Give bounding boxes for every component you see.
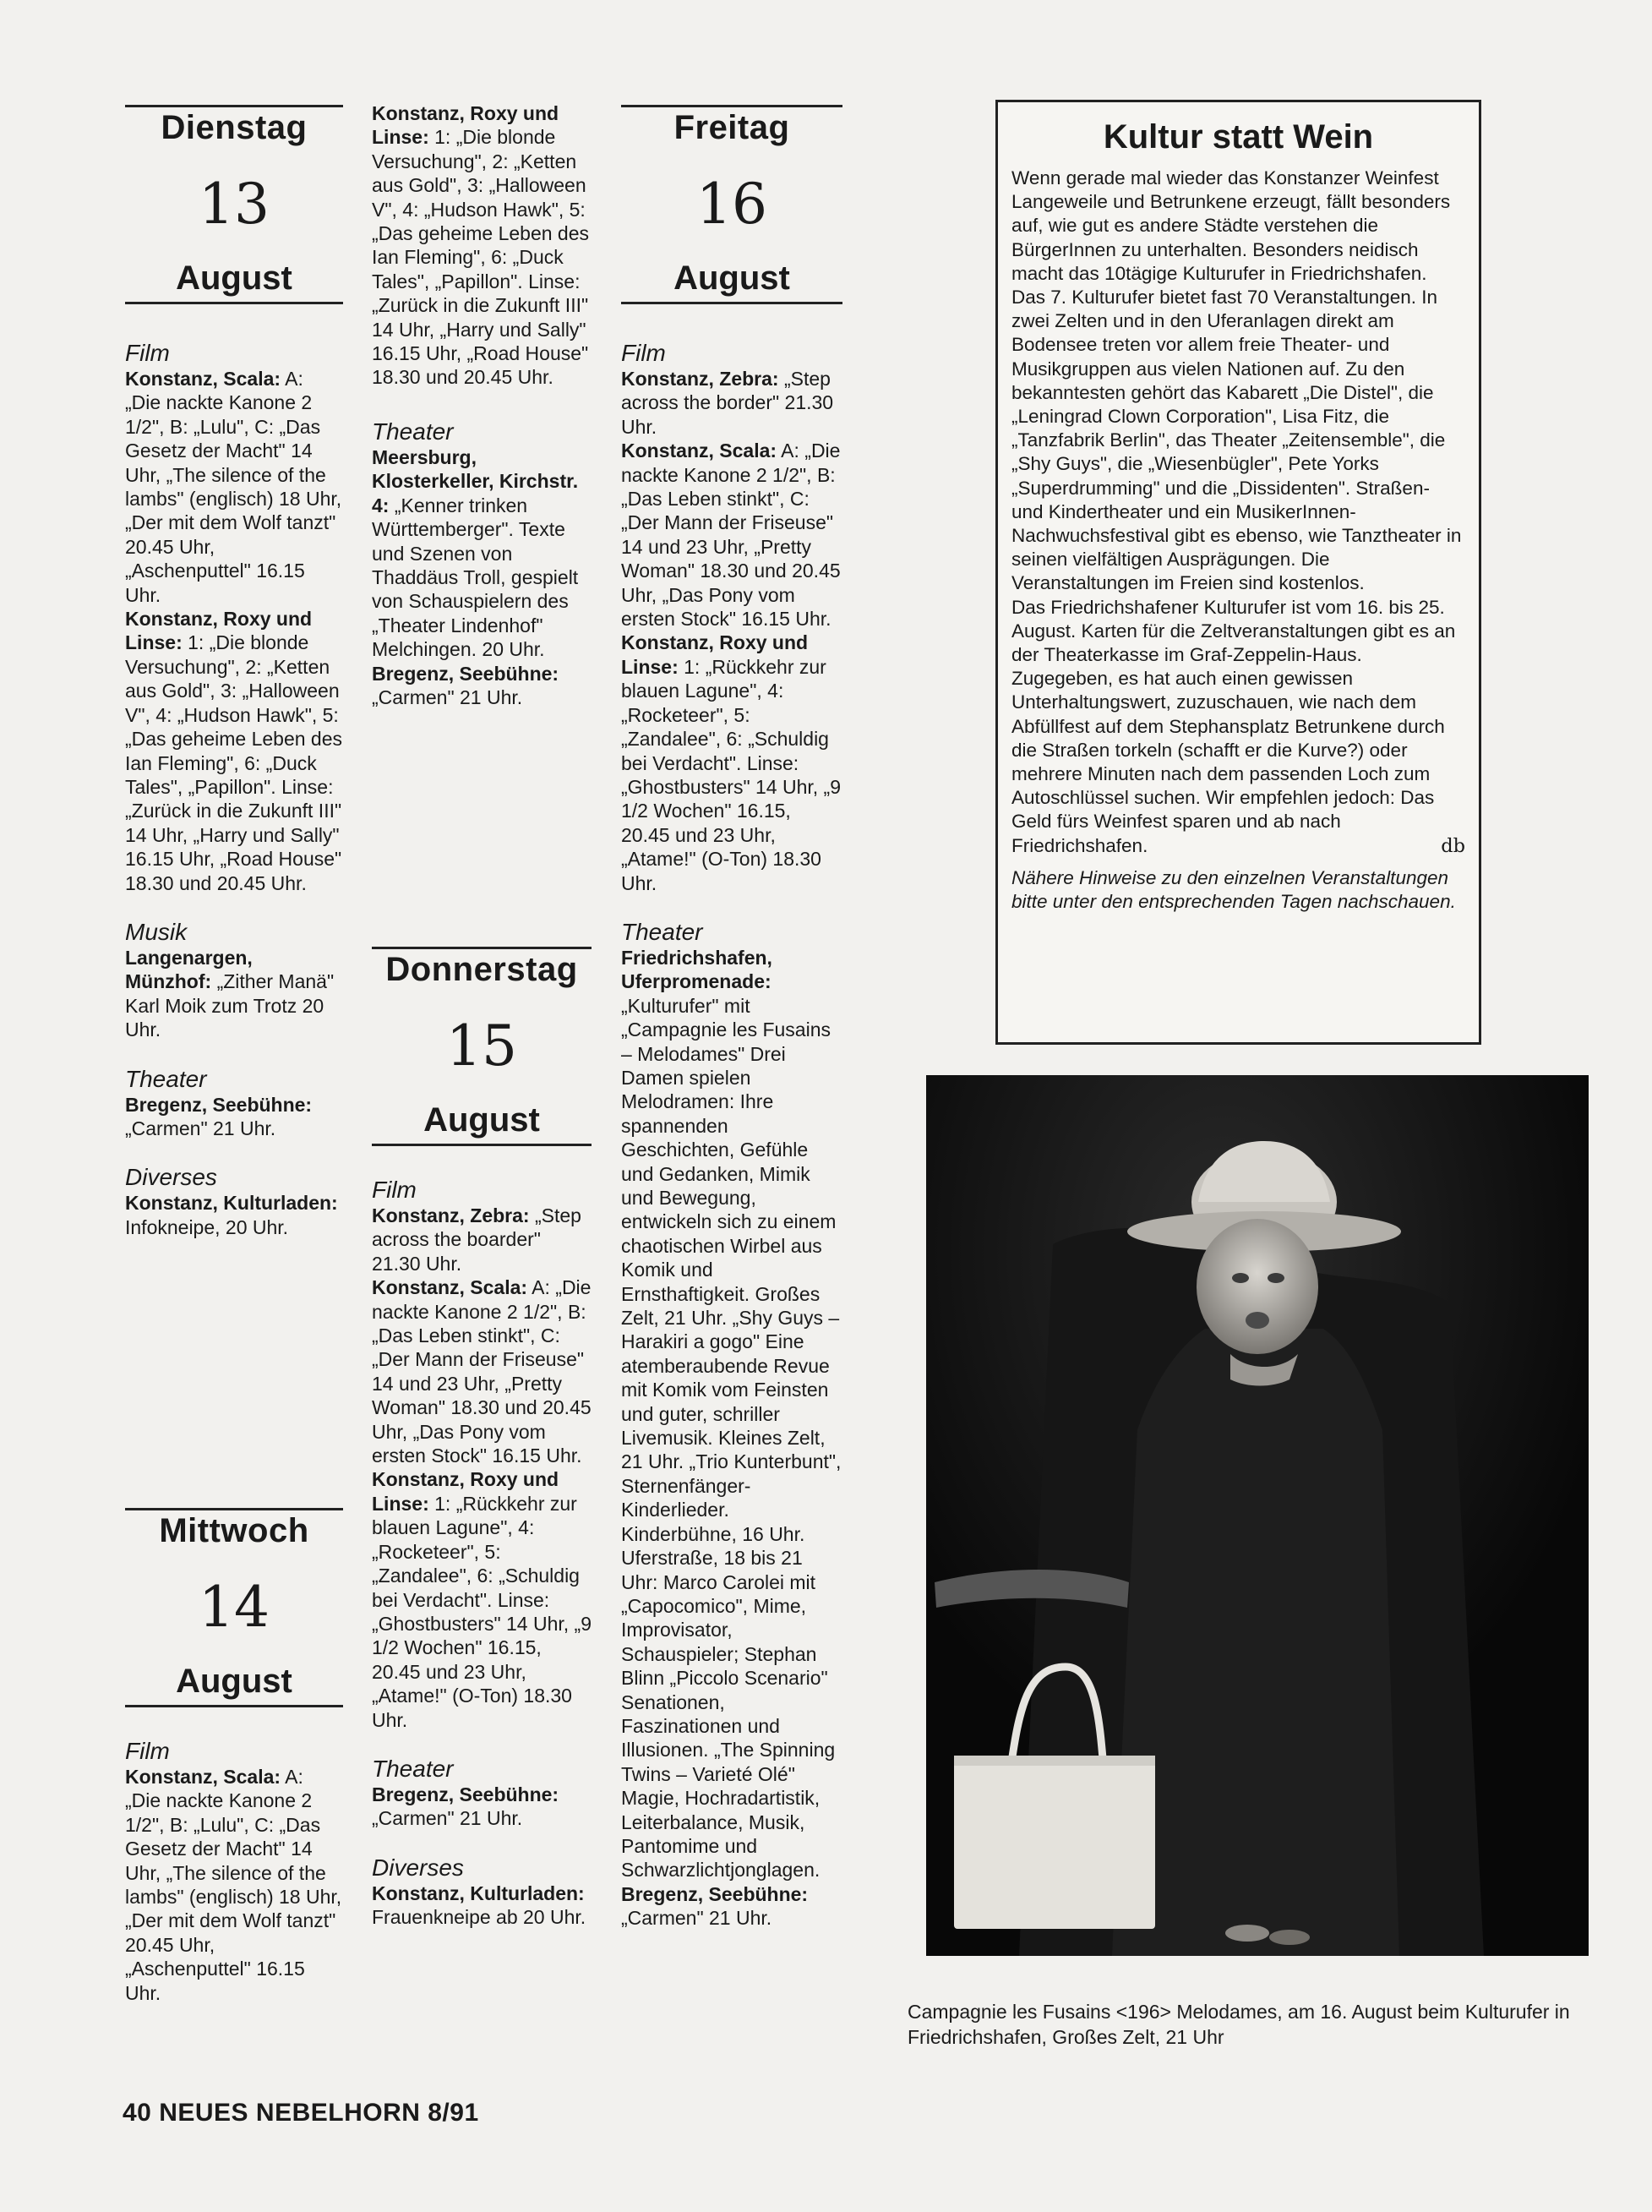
listing-text: A: „Die nackte Kanone 2 1/2", B: „Das Leben stinkt", C: „Der Mann der Friseuse" 14 und 23 Uhr, „Pretty Woman" 18.30 und 20.45 Uhr, „Das Pony vom ersten Stock" 16.15 Uhr. bbox=[372, 1276, 592, 1467]
listing-text: A: „Die nackte Kanone 2 1/2", B: „Lulu", C: „Das Gesetz der Macht" 14 Uhr, „The silence of the lambs" (englisch) 18 Uhr, „Der mit dem Wolf tanzt" 20.45 Uhr, „Aschenputtel" 16.15 Uhr. bbox=[125, 368, 342, 606]
listing-text: „Carmen" 21 Uhr. bbox=[372, 1807, 523, 1830]
listing-entry bbox=[372, 101, 592, 390]
category-film: Film bbox=[125, 340, 170, 366]
listing-entry bbox=[125, 946, 343, 1042]
day-number: 14 bbox=[199, 1575, 270, 1640]
category-theater: Theater bbox=[125, 1065, 207, 1092]
listing-text: „Carmen" 21 Uhr. bbox=[125, 1117, 276, 1139]
listing-entry bbox=[621, 439, 842, 631]
photo-illustration bbox=[926, 1075, 1589, 1956]
listing-entry bbox=[621, 367, 842, 439]
day-number: 15 bbox=[446, 1013, 517, 1079]
listing-entry bbox=[125, 1093, 343, 1141]
venue: Konstanz, Scala: bbox=[125, 368, 281, 390]
listing-text: A: „Die nackte Kanone 2 1/2", B: „Lulu", C: „Das Gesetz der Macht" 14 Uhr, „The silence of the lambs" (englisch) 18 Uhr, „Der mit dem Wolf tanzt" 20.45 Uhr, „Aschenputtel" 16.15 Uhr. bbox=[125, 1766, 342, 2004]
listing-entry bbox=[621, 1882, 842, 1931]
category-diverses: Diverses bbox=[125, 1164, 217, 1191]
listing-text: Infokneipe, 20 Uhr. bbox=[125, 1215, 289, 1238]
performer-photo bbox=[926, 1075, 1589, 1956]
listing-text: „Kenner trinken Württemberger". Texte und Szenen von Thaddäus Troll, gespielt von Schauspielern des „Theater Lindenhof" Melchingen. 20 Uhr. bbox=[372, 494, 579, 661]
article-hint: Nähere Hinweise zu den einzelnen Veranstaltungen bitte unter den entsprechenden Tagen nachschauen. bbox=[1011, 866, 1456, 913]
day-header-mittwoch bbox=[125, 1508, 343, 1707]
column-3 bbox=[621, 105, 842, 1931]
listing-entry bbox=[125, 1765, 343, 2005]
category-theater: Theater bbox=[621, 918, 703, 945]
category-diverses: Diverses bbox=[372, 1854, 464, 1881]
month-name: August bbox=[125, 258, 343, 304]
venue: Konstanz, Roxy und Linse: bbox=[372, 1468, 559, 1515]
day-number: 16 bbox=[696, 172, 767, 237]
venue: Konstanz, Kulturladen: bbox=[372, 1882, 585, 1904]
venue: Bregenz, Seebühne: bbox=[372, 662, 559, 685]
photo-caption: Campagnie les Fusains <196> Melodames, am 16. August beim Kulturufer in Friedrichshafen, Großes Zelt, 21 Uhr bbox=[908, 2001, 1570, 2048]
listing-text: Frauenkneipe ab 20 Uhr. bbox=[372, 1906, 586, 1929]
month-name: August bbox=[372, 1100, 592, 1146]
page-footer: 40 NEUES NEBELHORN 8/91 bbox=[123, 2099, 479, 2127]
venue: Bregenz, Seebühne: bbox=[621, 1882, 809, 1905]
day-name: Freitag bbox=[673, 109, 790, 146]
day-header-freitag bbox=[621, 105, 842, 304]
venue: Bregenz, Seebühne: bbox=[372, 1783, 559, 1805]
venue: Friedrichshafen, Uferpromenade: bbox=[621, 946, 772, 993]
article-paragraph-text: Zugegeben, es hat auch einen gewissen Unterhaltungswert, zuzuschauen, wie nach dem Abfüllfest auf dem Stephansplatz Betrunkene durch die Straßen torkeln (schafft er die Kurve?) oder mehrere Minuten nach dem passenden Loch zum Autoschlüssel suchen. Wir empfehlen jedoch: Das Geld fürs Weinfest sparen und ab nach Friedrichshafen. bbox=[1011, 668, 1445, 856]
venue: Langenargen, Münzhof: bbox=[125, 946, 253, 993]
listing-entry bbox=[372, 1467, 592, 1731]
listing-text: „Carmen" 21 Uhr. bbox=[372, 685, 523, 708]
venue: Konstanz, Scala: bbox=[125, 1766, 281, 1788]
venue: Konstanz, Zebra: bbox=[621, 368, 779, 390]
venue: Konstanz, Scala: bbox=[372, 1276, 528, 1299]
article-title: Kultur statt Wein bbox=[1103, 118, 1374, 156]
venue: Konstanz, Roxy und Linse: bbox=[621, 631, 809, 678]
day-number: 13 bbox=[199, 172, 270, 237]
article-paragraph bbox=[1011, 667, 1465, 858]
listing-entry bbox=[372, 1783, 592, 1831]
listing-entry bbox=[372, 662, 592, 710]
category-musik: Musik bbox=[125, 918, 188, 945]
category-theater: Theater bbox=[372, 1755, 454, 1782]
venue: Konstanz, Kulturladen: bbox=[125, 1192, 338, 1215]
day-name: Dienstag bbox=[161, 109, 308, 146]
listing-entry bbox=[372, 1204, 592, 1275]
venue: Bregenz, Seebühne: bbox=[125, 1093, 313, 1116]
listing-text: 1: „Rückkehr zur blauen Lagune", 4: „Rocketeer", 5: „Zandalee", 6: „Schuldig bei Verdacht". Linse: „Ghostbusters" 14 Uhr, „9 1/2 Wochen" 16.15, 20.45 und 23 Uhr, „Atame!" (O-Ton) 18.30 Uhr. bbox=[372, 1492, 592, 1731]
column-2 bbox=[372, 101, 592, 709]
listing-entry bbox=[372, 1882, 592, 1930]
day-header-dienstag bbox=[125, 105, 343, 304]
article-paragraph: Wenn gerade mal wieder das Konstanzer Weinfest Langeweile und Betrunkene erzeugt, fällt besonders auf, wie gut es andere Städte verstehen die BürgerInnen zu unterhalten. Besonders neidisch macht das 10tägige Kulturufer in Friedrichshafen. Das 7. Kulturufer bietet fast 70 Veranstaltungen. In zwei Zelten und in den Uferanlagen direkt am Bodensee treten vor allem freie Theater- und Musikgruppen aus vielen Nationen auf. Zu den bekanntesten gehört das Kabarett „Die Distel", die „Leningrad Clown Corporation", Lisa Fitz, die „Tanzfabrik Berlin", das Theater „Zeitensemble", die „Shy Guys", die „Wiesenbügler", Pete Yorks „Superdrumming" und die „Dissidenten". Straßen- und Kindertheater und ein MusikerInnen-Nachwuchsfestival gibt es ebenso, wie Tanztheater in seinen vielfältigen Ausprägungen. Die Veranstaltungen im Freien sind kostenlos. bbox=[1011, 167, 1462, 594]
venue: Konstanz, Roxy und Linse: bbox=[372, 102, 559, 149]
month-name: August bbox=[621, 258, 842, 304]
listing-text: „Zither Manä" Karl Moik zum Trotz 20 Uhr. bbox=[125, 970, 335, 1041]
listing-text: „Kulturufer" mit „Campagnie les Fusains – Melodames" Drei Damen spielen Melodramen: Ihre spannenden Geschichten, Gefühle und Gedanken, Mimik und Bewegung, entwickeln sich zu einem chaotischen Wirbel aus Komik und Ernsthaftigkeit. Großes Zelt, 21 Uhr. „Shy Guys – Harakiri a gogo" Eine atemberaubende Revue mit Komik vom Feinsten und guter, schriller Livemusik. Kleines Zelt, 21 Uhr. „Trio Kunterbunt", Sternenfänger-Kinderlieder. Kinderbühne, 16 Uhr. Uferstraße, 18 bis 21 Uhr: Marco Carolei mit „Capocomico", Mime, Improvisator, Schauspieler; Stephan Blinn „Piccolo Scenario" Senationen, Faszinationen und Illusionen. „The Spinning Twins – Varieté Olé" Magie, Hochradartistik, Leiterbalance, Musik, Pantomime und Schwarzlichtjonglagen. bbox=[621, 994, 842, 1882]
day-header-donnerstag bbox=[372, 947, 592, 1146]
listing-entry bbox=[372, 1275, 592, 1467]
article-paragraph: Das Friedrichshafener Kulturufer ist vom 16. bis 25. August. Karten für die Zeltveranstaltungen gibt es an der Theaterkasse im Graf-Zeppelin-Haus. bbox=[1011, 596, 1456, 666]
column-1 bbox=[125, 105, 343, 1239]
listing-text: 1: „Die blonde Versuchung", 2: „Ketten aus Gold", 3: „Halloween V", 4: „Hudson Hawk", 5: „Das geheime Leben des Ian Fleming", 6: „Duck Tales", „Papillon". Linse: „Zurück in die Zukunft III" 14 Uhr, „Harry und Sally" 16.15 Uhr, „Road House" 18.30 und 20.45 Uhr. bbox=[372, 126, 589, 389]
category-theater: Theater bbox=[372, 418, 454, 445]
venue: Meersburg, Klosterkeller, Kirchstr. 4: bbox=[372, 445, 579, 516]
listing-entry bbox=[125, 607, 343, 895]
month-name: August bbox=[125, 1661, 343, 1707]
listing-text: A: „Die nackte Kanone 2 1/2", B: „Das Leben stinkt", C: „Der Mann der Friseuse" 14 und 23 Uhr, „Pretty Woman" 18.30 und 20.45 Uhr, „Das Pony vom ersten Stock" 16.15 Uhr. bbox=[621, 440, 841, 631]
column-2-lower bbox=[372, 947, 592, 1930]
listing-text: „Carmen" 21 Uhr. bbox=[621, 1907, 772, 1930]
venue: Konstanz, Zebra: bbox=[372, 1204, 530, 1226]
day-name: Mittwoch bbox=[159, 1512, 309, 1549]
category-film: Film bbox=[125, 1738, 170, 1764]
article-body bbox=[1011, 167, 1465, 914]
article-box bbox=[995, 100, 1481, 1045]
listing-text: „Step across the border" 21.30 Uhr. bbox=[621, 368, 834, 438]
listing-entry bbox=[621, 946, 842, 1882]
day-name: Donnerstag bbox=[385, 951, 578, 988]
venue: Konstanz, Roxy und Linse: bbox=[125, 608, 313, 654]
author-signature: db bbox=[1441, 834, 1465, 857]
listing-entry bbox=[125, 1191, 343, 1239]
column-1-lower bbox=[125, 1508, 343, 2005]
listing-entry bbox=[125, 367, 343, 607]
listing-entry bbox=[621, 631, 842, 894]
category-film: Film bbox=[372, 1177, 417, 1203]
listing-text: 1: „Die blonde Versuchung", 2: „Ketten aus Gold", 3: „Halloween V", 4: „Hudson Hawk", 5: „Das geheime Leben des Ian Fleming", 6: „Duck Tales", „Papillon". Linse: „Zurück in die Zukunft III" 14 Uhr, „Harry und Sally" 16.15 Uhr, „Road House" 18.30 und 20.45 Uhr. bbox=[125, 631, 342, 894]
category-film: Film bbox=[621, 340, 666, 366]
venue: Konstanz, Scala: bbox=[621, 440, 777, 462]
listing-entry bbox=[372, 445, 592, 662]
listing-text: „Step across the boarder" 21.30 Uhr. bbox=[372, 1204, 581, 1275]
listing-text: 1: „Rückkehr zur blauen Lagune", 4: „Rocketeer", 5: „Zandalee", 6: „Schuldig bei Verdacht". Linse: „Ghostbusters" 14 Uhr, „9 1/2 Wochen" 16.15, 20.45 und 23 Uhr, „Atame!" (O-Ton) 18.30 Uhr. bbox=[621, 655, 841, 894]
